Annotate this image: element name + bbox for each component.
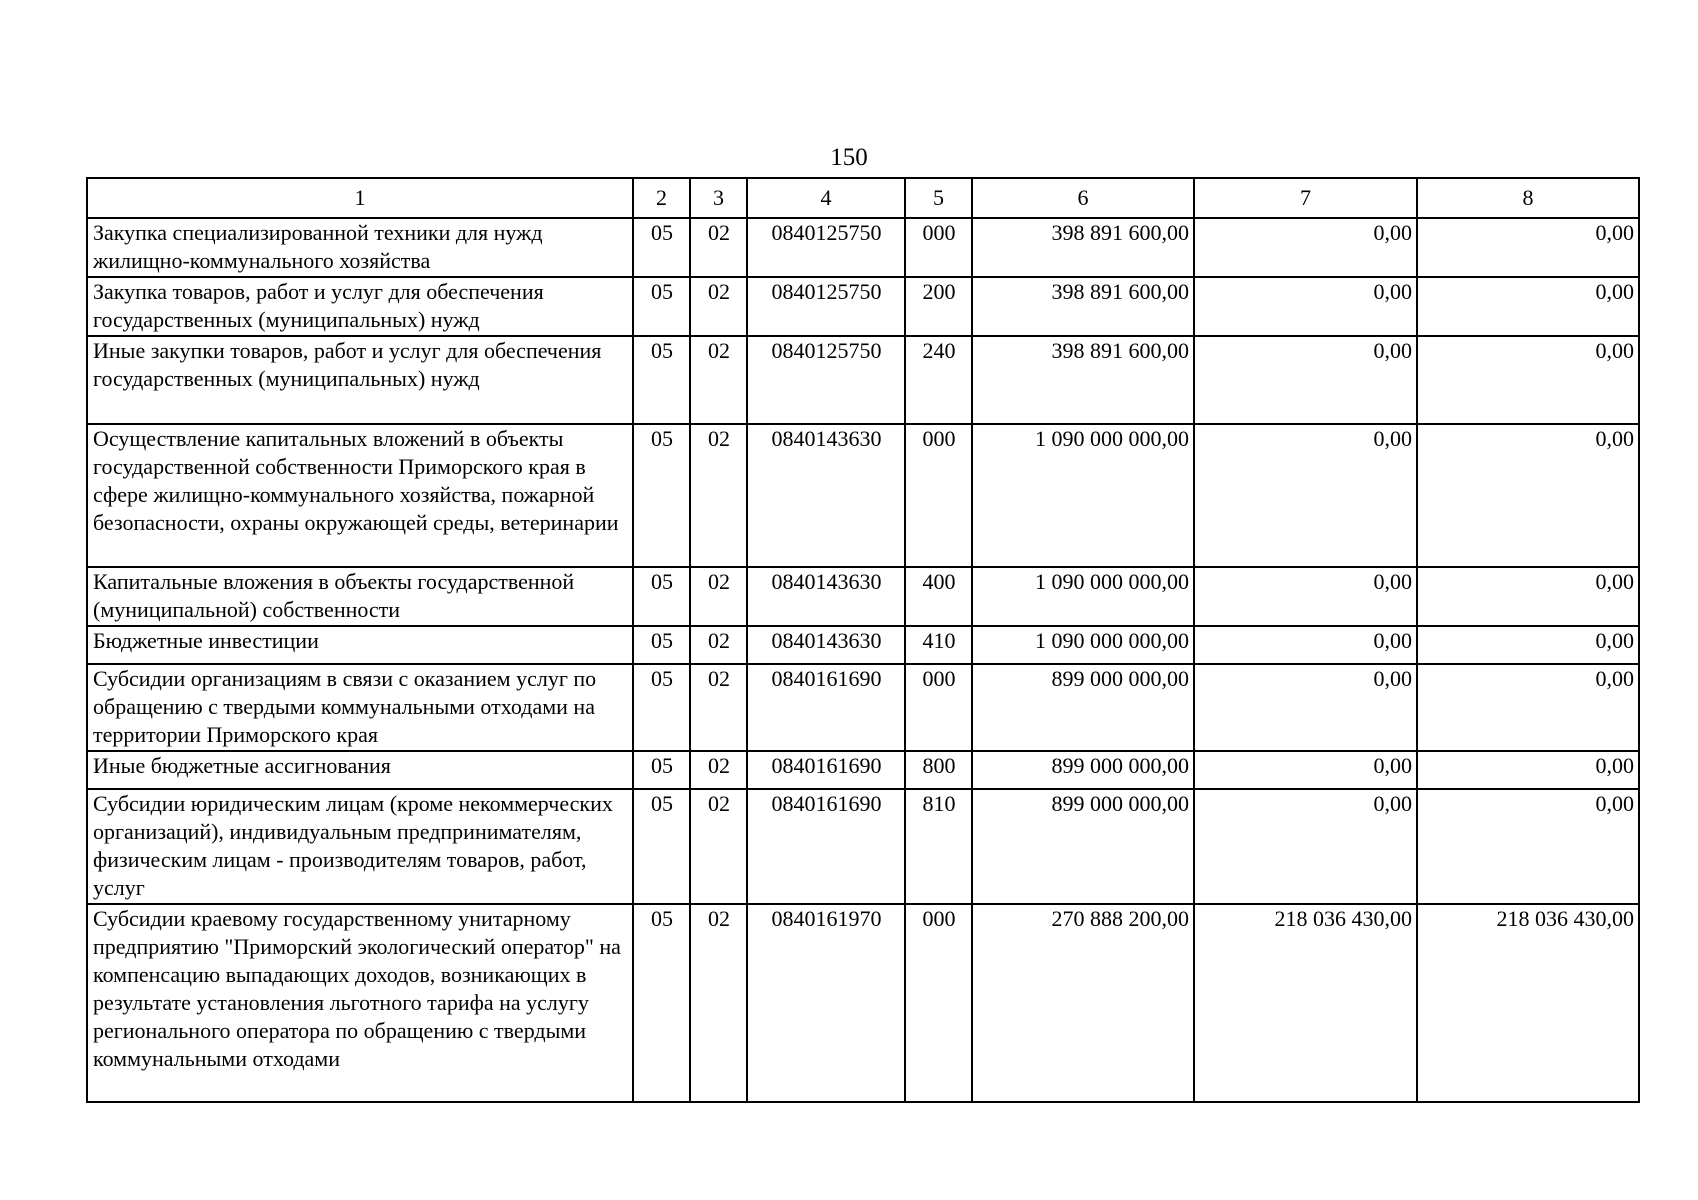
- target-article-code: 0840161970: [747, 904, 905, 1102]
- row-description: Закупка товаров, работ и услуг для обеспечения государственных (муниципальных) нужд: [87, 277, 633, 336]
- section-code: 05: [633, 567, 690, 626]
- budget-table: [86, 177, 1640, 1103]
- subsection-code: 02: [690, 751, 747, 789]
- amount-col-8: 0,00: [1417, 751, 1639, 789]
- expense-type-code: 810: [905, 789, 972, 904]
- amount-col-8: 218 036 430,00: [1417, 904, 1639, 1102]
- amount-col-7: 0,00: [1194, 626, 1417, 664]
- table-row: [87, 277, 1639, 336]
- column-header: 7: [1194, 178, 1417, 218]
- expense-type-code: 800: [905, 751, 972, 789]
- amount-col-7: 0,00: [1194, 789, 1417, 904]
- row-description: Бюджетные инвестиции: [87, 626, 633, 664]
- amount-col-6: 1 090 000 000,00: [972, 567, 1194, 626]
- row-description: Иные закупки товаров, работ и услуг для обеспечения государственных (муниципальных) нужд: [87, 336, 633, 424]
- amount-col-8: 0,00: [1417, 277, 1639, 336]
- target-article-code: 0840143630: [747, 567, 905, 626]
- table-row: [87, 904, 1639, 1102]
- table-row: [87, 336, 1639, 424]
- table-row: [87, 626, 1639, 664]
- amount-col-8: 0,00: [1417, 626, 1639, 664]
- table-row: [87, 218, 1639, 277]
- expense-type-code: 200: [905, 277, 972, 336]
- table-row: [87, 789, 1639, 904]
- amount-col-6: 899 000 000,00: [972, 789, 1194, 904]
- row-description: Субсидии организациям в связи с оказанием услуг по обращению с твердыми коммунальными отходами на территории Приморского края: [87, 664, 633, 751]
- subsection-code: 02: [690, 424, 747, 567]
- subsection-code: 02: [690, 567, 747, 626]
- amount-col-8: 0,00: [1417, 664, 1639, 751]
- row-description: Иные бюджетные ассигнования: [87, 751, 633, 789]
- amount-col-6: 1 090 000 000,00: [972, 626, 1194, 664]
- amount-col-7: 0,00: [1194, 567, 1417, 626]
- expense-type-code: 000: [905, 218, 972, 277]
- expense-type-code: 000: [905, 904, 972, 1102]
- amount-col-8: 0,00: [1417, 218, 1639, 277]
- column-header: 1: [87, 178, 633, 218]
- column-header: 5: [905, 178, 972, 218]
- section-code: 05: [633, 336, 690, 424]
- header-row: [87, 178, 1639, 218]
- table-row: [87, 664, 1639, 751]
- target-article-code: 0840143630: [747, 626, 905, 664]
- amount-col-6: 1 090 000 000,00: [972, 424, 1194, 567]
- target-article-code: 0840143630: [747, 424, 905, 567]
- amount-col-6: 270 888 200,00: [972, 904, 1194, 1102]
- amount-col-7: 0,00: [1194, 751, 1417, 789]
- table-row: [87, 567, 1639, 626]
- column-header: 6: [972, 178, 1194, 218]
- target-article-code: 0840125750: [747, 277, 905, 336]
- target-article-code: 0840161690: [747, 751, 905, 789]
- section-code: 05: [633, 904, 690, 1102]
- amount-col-8: 0,00: [1417, 567, 1639, 626]
- subsection-code: 02: [690, 789, 747, 904]
- amount-col-8: 0,00: [1417, 424, 1639, 567]
- subsection-code: 02: [690, 277, 747, 336]
- expense-type-code: 400: [905, 567, 972, 626]
- amount-col-8: 0,00: [1417, 336, 1639, 424]
- expense-type-code: 000: [905, 424, 972, 567]
- amount-col-6: 899 000 000,00: [972, 664, 1194, 751]
- amount-col-8: 0,00: [1417, 789, 1639, 904]
- row-description: Субсидии юридическим лицам (кроме некоммерческих организаций), индивидуальным предпринимателям, физическим лицам - производителям товаров, работ, услуг: [87, 789, 633, 904]
- amount-col-7: 0,00: [1194, 424, 1417, 567]
- section-code: 05: [633, 664, 690, 751]
- column-header: 8: [1417, 178, 1639, 218]
- column-header: 4: [747, 178, 905, 218]
- target-article-code: 0840125750: [747, 336, 905, 424]
- amount-col-7: 0,00: [1194, 218, 1417, 277]
- section-code: 05: [633, 789, 690, 904]
- section-code: 05: [633, 218, 690, 277]
- page-number: 150: [830, 144, 868, 171]
- amount-col-7: 0,00: [1194, 336, 1417, 424]
- amount-col-6: 899 000 000,00: [972, 751, 1194, 789]
- amount-col-7: 0,00: [1194, 277, 1417, 336]
- subsection-code: 02: [690, 218, 747, 277]
- subsection-code: 02: [690, 336, 747, 424]
- amount-col-7: 0,00: [1194, 664, 1417, 751]
- column-header: 2: [633, 178, 690, 218]
- subsection-code: 02: [690, 904, 747, 1102]
- expense-type-code: 000: [905, 664, 972, 751]
- row-description: Закупка специализированной техники для нужд жилищно-коммунального хозяйства: [87, 218, 633, 277]
- subsection-code: 02: [690, 626, 747, 664]
- expense-type-code: 240: [905, 336, 972, 424]
- amount-col-6: 398 891 600,00: [972, 218, 1194, 277]
- row-description: Капитальные вложения в объекты государственной (муниципальной) собственности: [87, 567, 633, 626]
- subsection-code: 02: [690, 664, 747, 751]
- table-row: [87, 751, 1639, 789]
- section-code: 05: [633, 751, 690, 789]
- column-header: 3: [690, 178, 747, 218]
- row-description: Субсидии краевому государственному унитарному предприятию "Приморский экологический оператор" на компенсацию выпадающих доходов, возникающих в результате установления льготного тарифа на услугу регионального оператора по обращению с твердыми коммунальными отходами: [87, 904, 633, 1102]
- amount-col-6: 398 891 600,00: [972, 336, 1194, 424]
- amount-col-7: 218 036 430,00: [1194, 904, 1417, 1102]
- target-article-code: 0840161690: [747, 664, 905, 751]
- target-article-code: 0840125750: [747, 218, 905, 277]
- amount-col-6: 398 891 600,00: [972, 277, 1194, 336]
- section-code: 05: [633, 626, 690, 664]
- expense-type-code: 410: [905, 626, 972, 664]
- table-row: [87, 424, 1639, 567]
- target-article-code: 0840161690: [747, 789, 905, 904]
- section-code: 05: [633, 277, 690, 336]
- row-description: Осуществление капитальных вложений в объекты государственной собственности Приморского края в сфере жилищно-коммунального хозяйства, пожарной безопасности, охраны окружающей среды, ветеринарии: [87, 424, 633, 567]
- section-code: 05: [633, 424, 690, 567]
